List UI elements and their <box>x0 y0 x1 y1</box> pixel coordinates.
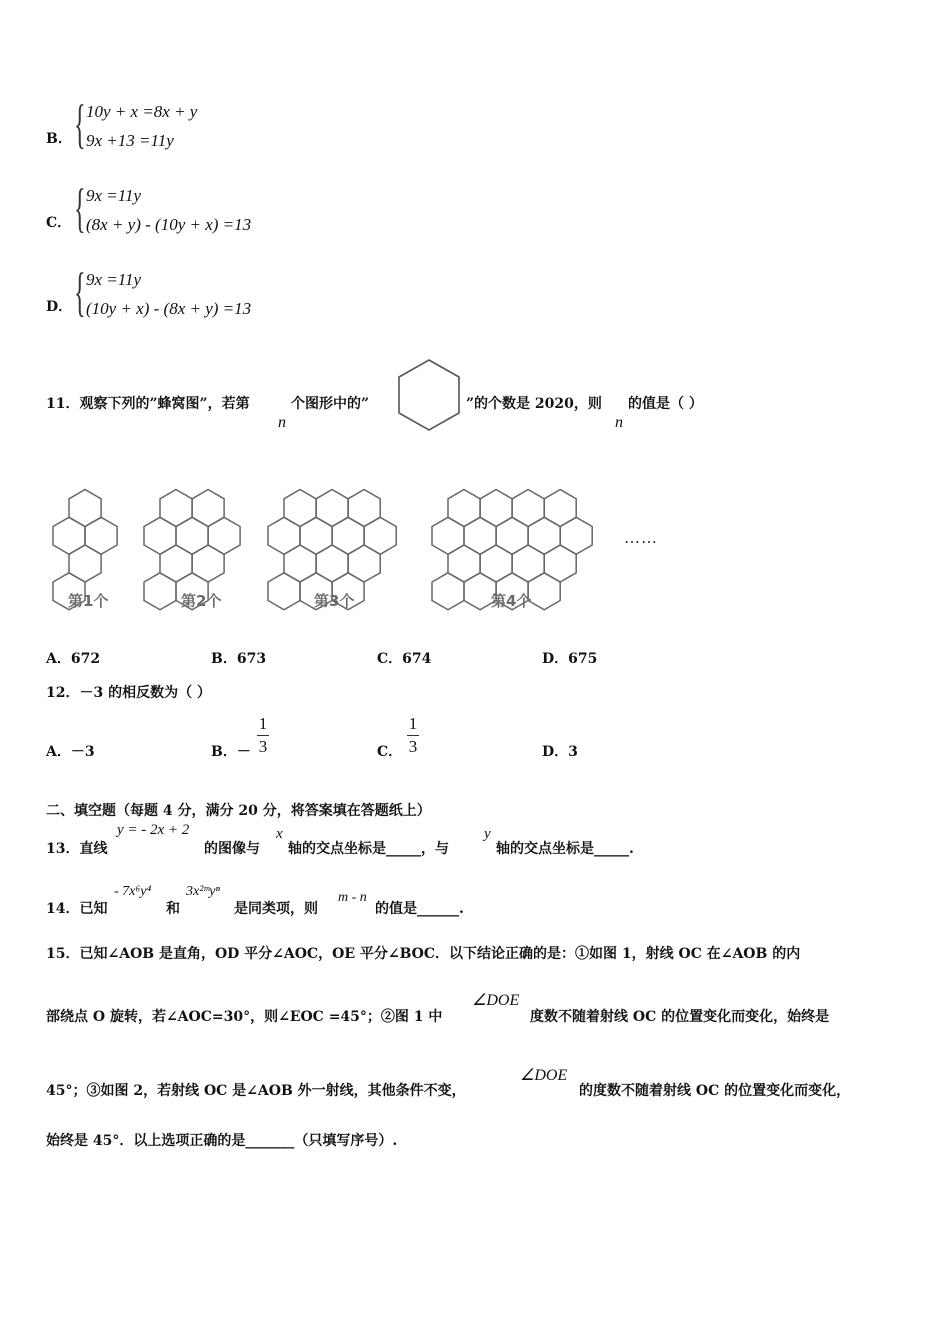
q10-option-b-label: B． <box>46 131 72 147</box>
honeycomb-cell-fig3-9 <box>348 545 380 582</box>
q11-text-c: ”的个数是 2020，则 <box>466 396 602 412</box>
q15-line2-a: 部绕点 O 旋转，若∠AOC=30°，则∠EOC =45°；②图 1 中 <box>46 1009 443 1025</box>
q11-option-c-value: 674 <box>402 651 432 667</box>
honeycomb-cell-fig4-11 <box>512 545 544 582</box>
q14-end: 的值是______. <box>375 901 464 917</box>
q12-option-b-numerator: 1 <box>258 714 268 733</box>
q12-option-b-fraction <box>257 715 269 756</box>
q12-option-c-fraction <box>407 715 419 756</box>
q15-line2-b: 度数不随着射线 OC 的位置变化而变化，始终是 <box>530 1009 830 1025</box>
q11-option-a-value: 672 <box>70 651 101 667</box>
honeycomb-cell-fig1-1 <box>53 517 85 554</box>
q11-text-a: 11．观察下列的”蜂窝图”，若第 <box>46 396 250 412</box>
honeycomb-cell-fig2-2 <box>144 517 176 554</box>
honeycomb-cell-fig4-2 <box>512 490 544 527</box>
honeycomb-cell-fig3-2 <box>348 490 380 527</box>
q14-expr: m - n <box>338 890 367 905</box>
honeycomb-cell-fig4-5 <box>464 517 496 554</box>
honeycomb-cell-fig4-1 <box>480 490 512 527</box>
q10-option-b-eq2: 9x +13 =11y <box>86 131 174 150</box>
honeycomb-cell-fig3-7 <box>284 545 316 582</box>
q12-option-c-label: C． <box>377 744 403 760</box>
q11-text-b: 个图形中的” <box>291 396 370 412</box>
section-2-title: 二、填空题（每题 4 分，满分 20 分，将答案填在答题纸上） <box>46 803 431 819</box>
q11-option-b-label: B． <box>211 651 237 667</box>
q15-angle-doe-2: ∠DOE <box>520 1067 568 1084</box>
honeycomb-cell-fig4-0 <box>448 490 480 527</box>
q12-option-d: D．3 <box>542 744 578 760</box>
honeycomb-cell-fig2-5 <box>160 545 192 582</box>
q12-option-c-denominator: 3 <box>408 737 418 756</box>
hexagon-icon <box>393 357 465 435</box>
q11-option-a <box>46 648 100 668</box>
honeycomb-cell-fig3-10 <box>268 573 300 610</box>
q13-var-y: y <box>484 826 491 842</box>
q11-option-d-value: 675 <box>568 651 598 667</box>
q13-end: 轴的交点坐标是_____. <box>496 841 634 857</box>
honeycomb-cell-fig4-12 <box>544 545 576 582</box>
q10-option-c-eq1: 9x =11y <box>86 186 142 205</box>
honeycomb-cell-fig4-10 <box>480 545 512 582</box>
fraction-bar <box>407 735 419 736</box>
q10-option-b-brace: { <box>74 94 86 154</box>
q12-text: 12．－3 的相反数为（ ） <box>46 685 211 701</box>
honeycomb-cell-fig2-1 <box>192 490 224 527</box>
q11-option-d-label: D． <box>542 651 569 667</box>
q15-angle-doe-1: ∠DOE <box>472 992 520 1009</box>
q15-line3-b: 的度数不随着射线 OC 的位置变化而变化， <box>579 1083 851 1099</box>
honeycomb-cell-fig2-6 <box>192 545 224 582</box>
q12-option-b-label: B．－ <box>211 744 251 760</box>
honeycomb-cell-fig4-13 <box>432 573 464 610</box>
fraction-bar <box>257 735 269 736</box>
honeycomb-figures <box>40 475 680 615</box>
q10-option-d-label: D． <box>46 299 73 315</box>
honeycomb-cell-fig1-3 <box>69 545 101 582</box>
honeycomb-cell-fig2-0 <box>160 490 192 527</box>
q15-line1: 15．已知∠AOB 是直角，OD 平分∠AOC，OE 平分∠BOC．以下结论正确的是：①如图 1，射线 OC 在∠AOB 的内 <box>46 946 801 962</box>
honeycomb-cell-fig1-2 <box>85 517 117 554</box>
honeycomb-cell-fig4-8 <box>560 517 592 554</box>
q14-term1: - 7x⁶y⁴ <box>114 884 152 899</box>
honeycomb-cell-fig4-16 <box>528 573 560 610</box>
q11-figure-caption-4: 第4个 <box>491 592 532 610</box>
honeycomb-cell-fig3-6 <box>364 517 396 554</box>
q14-mid: 是同类项，则 <box>234 901 318 917</box>
q10-option-d-eq1: 9x =11y <box>86 270 142 289</box>
q14-prefix: 14．已知 <box>46 901 108 917</box>
honeycomb-cell-fig3-0 <box>284 490 316 527</box>
q12-option-b-denominator: 3 <box>258 737 268 756</box>
q11-var-n-1: n <box>278 414 286 431</box>
q13-mid1: 的图像与 <box>204 841 260 857</box>
honeycomb-cell-fig4-7 <box>528 517 560 554</box>
q13-formula: y = - 2x + 2 <box>117 822 190 838</box>
q10-option-d-eq2: (10y + x) - (8x + y) =13 <box>86 299 252 318</box>
q11-figure-caption-3: 第3个 <box>314 592 355 610</box>
honeycomb-cell-fig3-5 <box>332 517 364 554</box>
q11-var-n-2: n <box>615 414 623 431</box>
honeycomb-cell-fig3-1 <box>316 490 348 527</box>
honeycomb-cell-fig3-8 <box>316 545 348 582</box>
q11-option-c-label: C． <box>377 651 403 667</box>
honeycomb-cell-fig4-6 <box>496 517 528 554</box>
q11-option-b-value: 673 <box>236 651 267 667</box>
q11-figure-caption-2: 第2个 <box>181 592 222 610</box>
honeycomb-cell-fig3-3 <box>268 517 300 554</box>
honeycomb-cell-fig4-3 <box>544 490 576 527</box>
q14-term2: 3x²ᵐyⁿ <box>186 884 220 899</box>
q12-option-a: A．－3 <box>46 744 95 760</box>
q11-option-b <box>211 648 266 668</box>
honeycomb-cell-fig1-0 <box>69 490 101 527</box>
q13-var-x: x <box>276 826 283 842</box>
q13-mid2: 轴的交点坐标是_____，与 <box>288 841 449 857</box>
q15-line4: 始终是 45°．以上选项正确的是_______（只填写序号）. <box>46 1133 398 1149</box>
honeycomb-cell-fig3-4 <box>300 517 332 554</box>
q11-option-a-label: A． <box>46 651 71 667</box>
q15-line3-a: 45°；③如图 2，若射线 OC 是∠AOB 外一射线，其他条件不变， <box>46 1083 466 1099</box>
q13-prefix: 13．直线 <box>46 841 108 857</box>
q10-option-c-brace: { <box>74 178 86 238</box>
q10-option-c-eq2: (8x + y) - (10y + x) =13 <box>86 215 252 234</box>
q11-option-c <box>377 648 431 668</box>
q14-and: 和 <box>166 901 180 917</box>
q11-option-d <box>542 648 597 668</box>
q11-figure-caption-1: 第1个 <box>68 592 109 610</box>
honeycomb-cell-fig2-4 <box>208 517 240 554</box>
q10-option-c-label: C． <box>46 215 72 231</box>
honeycomb-cell-fig2-3 <box>176 517 208 554</box>
honeycomb-cell-fig4-4 <box>432 517 464 554</box>
honeycomb-cell-fig2-7 <box>144 573 176 610</box>
q10-option-d-brace: { <box>74 262 86 322</box>
q11-figure-ellipsis: …… <box>624 528 658 547</box>
q12-option-c-numerator: 1 <box>408 714 418 733</box>
honeycomb-cell-fig4-9 <box>448 545 480 582</box>
q11-text-d: 的值是（ ） <box>628 396 703 412</box>
q10-option-b-eq1: 10y + x =8x + y <box>86 102 198 121</box>
